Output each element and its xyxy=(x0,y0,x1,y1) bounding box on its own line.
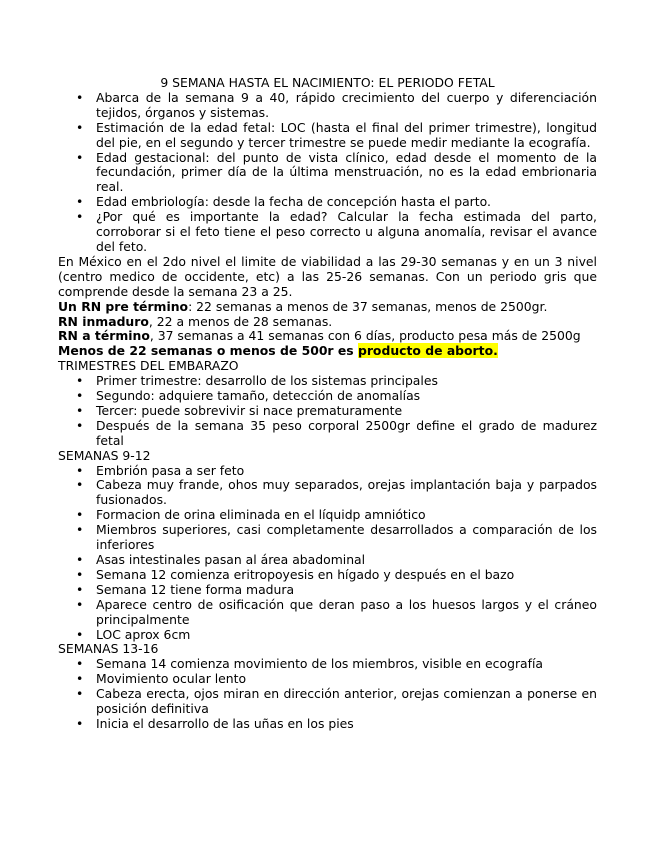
rn-inmaduro-label: RN inmaduro xyxy=(58,313,149,329)
list-item: • ¿Por qué es importante la edad? Calcular la fecha estimada del parto, corroborar si el feto tiene el peso correcto u alguna anomalía, revisar el avance del feto. xyxy=(76,209,597,254)
bullet-icon: • xyxy=(76,417,84,433)
bullet-icon: • xyxy=(76,388,84,404)
bullet-icon: • xyxy=(76,477,84,493)
list-item: • Segundo: adquiere tamaño, detección de anomalías xyxy=(76,388,421,404)
list-item: • Primer trimestre: desarrollo de los sistemas principales xyxy=(76,373,438,389)
section-heading: TRIMESTRES DEL EMBARAZO xyxy=(58,358,239,374)
bullet-icon: • xyxy=(76,194,84,210)
rn-pre-termino: Un RN pre término: 22 semanas a menos de 37 semanas, menos de 2500gr. xyxy=(58,298,548,314)
bullet-icon: • xyxy=(76,522,84,538)
aborto-highlight: producto de aborto. xyxy=(357,343,498,359)
document-page xyxy=(58,76,597,732)
bullet-icon: • xyxy=(76,507,84,523)
rn-inmaduro: RN inmaduro, 22 a menos de 28 semanas. xyxy=(58,313,333,329)
list-item: • Después de la semana 35 peso corporal 2500gr define el grado de madurez fetal xyxy=(76,417,597,448)
document-title: 9 SEMANA HASTA EL NACIMIENTO: EL PERIODO FETAL xyxy=(160,75,495,90)
list-item: • Abarca de la semana 9 a 40, rápido crecimiento del cuerpo y diferenciación tejidos, órganos y sistemas. xyxy=(76,89,597,120)
list-item: • Asas intestinales pasan al área abadominal xyxy=(76,552,366,567)
list-item: • Semana 12 tiene forma madura xyxy=(76,581,295,597)
rn-pre-label: Un RN pre término xyxy=(58,298,189,314)
bullet-icon: • xyxy=(76,596,84,612)
bullet-icon: • xyxy=(76,149,84,165)
bullet-icon: • xyxy=(76,581,84,597)
section-heading: SEMANAS 13-16 xyxy=(58,641,159,657)
bullet-icon: • xyxy=(76,402,84,418)
bullet-icon: • xyxy=(76,715,84,731)
list-item: • Miembros superiores, casi completamente desarrollados a comparación de los inferiores xyxy=(76,522,597,553)
bullet-icon: • xyxy=(76,209,84,225)
bullet-icon: • xyxy=(76,566,84,582)
list-item: • Movimiento ocular lento xyxy=(76,671,247,687)
bullet-icon: • xyxy=(76,686,84,702)
rn-termino-label: RN a término xyxy=(58,328,150,344)
bullet-icon: • xyxy=(76,462,84,478)
aborto-statement: Menos de 22 semanas o menos de 500r es producto de aborto. xyxy=(58,343,498,359)
bullet-icon: • xyxy=(76,671,84,687)
rn-a-termino: RN a término, 37 semanas a 41 semanas con 6 días, producto pesa más de 2500g xyxy=(58,328,581,344)
list-item: • Tercer: puede sobrevivir si nace prematuramente xyxy=(76,402,403,418)
list-item: • Embrión pasa a ser feto xyxy=(76,462,245,478)
list-item: • Edad gestacional: del punto de vista clínico, edad desde el momento de la fecundación, primer día de la última menstruación, no es la edad embrionaria real. xyxy=(76,149,597,195)
list-item: • Semana 12 comienza eritropoyesis en hígado y después en el bazo xyxy=(76,566,515,582)
list-item: • Semana 14 comienza movimiento de los miembros, visible en ecografía xyxy=(76,656,544,672)
semanas-9-12-list xyxy=(58,464,597,643)
list-item: • Estimación de la edad fetal: LOC (hasta el final del primer trimestre), longitud del pie, en el segundo y tercer trimestre se puede medir mediante la ecografía. xyxy=(76,119,597,150)
bullet-icon: • xyxy=(76,626,84,642)
bullet-icon: • xyxy=(76,656,84,672)
bullet-icon: • xyxy=(76,89,84,105)
list-item: • Inicia el desarrollo de las uñas en los pies xyxy=(76,715,354,731)
trimestres-list xyxy=(58,374,597,449)
viability-paragraph: En México en el 2do nivel el limite de viabilidad a las 29-30 semanas y en un 3 nivel (centro medico de occidente, etc) a las 25-26 semanas. Con un periodo gris que comprende desde la semana 23 a 25. xyxy=(58,253,597,299)
semanas-13-16-list xyxy=(58,657,597,732)
intro-bullet-list xyxy=(58,91,597,255)
section-heading: SEMANAS 9-12 xyxy=(58,447,151,463)
bullet-icon: • xyxy=(76,373,84,389)
list-item: • LOC aprox 6cm xyxy=(76,626,191,642)
bullet-icon: • xyxy=(76,119,84,135)
list-item: • Cabeza muy frande, ohos muy separados, orejas implantación baja y parpados fusionados. xyxy=(76,477,597,508)
list-item: • Aparece centro de osificación que deran paso a los huesos largos y el cráneo principalmente xyxy=(76,596,597,627)
bullet-icon: • xyxy=(76,552,84,567)
list-item: • Formacion de orina eliminada en el líquidp amniótico xyxy=(76,507,426,523)
list-item: • Edad embriología: desde la fecha de concepción hasta el parto. xyxy=(76,194,491,210)
list-item: • Cabeza erecta, ojos miran en dirección anterior, orejas comienzan a ponerse en posición definitiva xyxy=(76,686,597,717)
